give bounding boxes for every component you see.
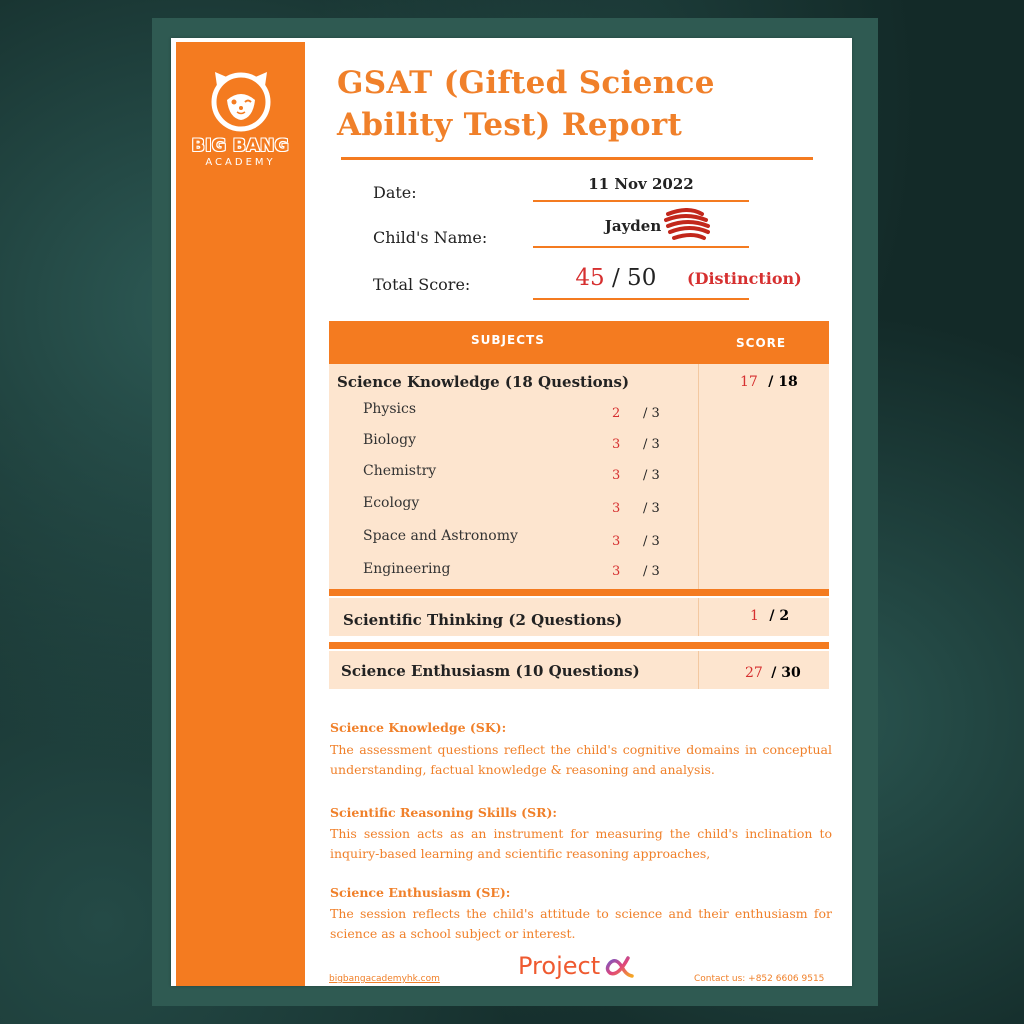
biology-max: / 3 <box>643 437 660 452</box>
total-underline <box>533 298 749 300</box>
se-score-value: 27 <box>745 665 763 681</box>
physics-score: 2 <box>612 406 621 421</box>
column-divider <box>698 364 699 589</box>
date-underline <box>533 200 749 202</box>
note-sr-body: This session acts as an instrument for measuring the child's inclination to inquiry-based learning and scientific reasoning approaches, <box>330 826 832 861</box>
chemistry-max: / 3 <box>643 468 660 483</box>
subject-engineering: Engineering <box>363 561 451 577</box>
website-link[interactable]: bigbangacademyhk.com <box>329 974 440 984</box>
science-enthusiasm-label: Science Enthusiasm (10 Questions) <box>341 662 640 680</box>
child-name-value: Jayden <box>604 217 662 235</box>
subject-space-astronomy: Space and Astronomy <box>363 528 518 544</box>
physics-max: / 3 <box>643 406 660 421</box>
logo-brand-text: BIG BANG <box>191 136 290 156</box>
scientific-thinking-score <box>750 608 789 624</box>
scientific-thinking-label: Scientific Thinking (2 Questions) <box>343 611 623 629</box>
subject-biology: Biology <box>363 432 416 448</box>
alpha-icon <box>604 955 634 979</box>
distinction-badge: (Distinction) <box>687 269 802 288</box>
science-knowledge-score <box>740 374 798 390</box>
engineering-max: / 3 <box>643 564 660 579</box>
report-title: GSAT (Gifted Science Ability Test) Report <box>337 65 715 143</box>
child-name-label: Child's Name: <box>373 228 488 247</box>
squirrel-face-icon <box>203 66 279 132</box>
subject-ecology: Ecology <box>363 495 420 511</box>
se-score-max: / 30 <box>771 665 801 681</box>
logo-sub-text: ACADEMY <box>205 157 276 168</box>
biology-score: 3 <box>612 437 621 452</box>
date-value: 11 Nov 2022 <box>588 175 694 193</box>
score-header: SCORE <box>736 336 787 350</box>
chemistry-score: 3 <box>612 468 621 483</box>
total-score-max: / 50 <box>612 265 657 291</box>
date-label: Date: <box>373 183 417 202</box>
subject-chemistry: Chemistry <box>363 463 437 479</box>
science-enthusiasm-score <box>745 665 801 681</box>
sk-score-value: 17 <box>740 374 758 390</box>
contact-info: Contact us: +852 6606 9515 <box>694 974 825 984</box>
engineering-score: 3 <box>612 564 621 579</box>
science-knowledge-label: Science Knowledge (18 Questions) <box>337 373 630 391</box>
row-separator <box>329 642 829 649</box>
space-astronomy-max: / 3 <box>643 534 660 549</box>
note-sr-heading: Scientific Reasoning Skills (SR): <box>330 805 558 820</box>
subject-physics: Physics <box>363 401 417 417</box>
st-score-value: 1 <box>750 608 759 624</box>
total-score-value: 45 <box>575 265 605 291</box>
redaction-scribble <box>664 208 710 242</box>
project-logo-text: Project <box>518 952 601 980</box>
space-astronomy-score: 3 <box>612 534 621 549</box>
note-sk-heading: Science Knowledge (SK): <box>330 720 507 735</box>
title-underline <box>341 157 813 160</box>
row-separator <box>329 589 829 596</box>
note-sk-body: The assessment questions reflect the child's cognitive domains in conceptual understanding, factual knowledge & reasoning and analysis. <box>330 742 832 777</box>
name-underline <box>533 246 749 248</box>
orange-side-stripe <box>176 42 305 986</box>
subjects-header: SUBJECTS <box>471 333 545 347</box>
score-table-header <box>329 321 829 364</box>
project-alpha-logo <box>518 952 634 980</box>
sk-score-max: / 18 <box>768 374 798 390</box>
note-se-body: The session reflects the child's attitude to science and their enthusiasm for science as a school subject or interest. <box>330 906 832 941</box>
ecology-score: 3 <box>612 501 621 516</box>
st-score-max: / 2 <box>769 608 790 624</box>
total-score-label: Total Score: <box>373 275 471 294</box>
academy-logo <box>183 66 298 168</box>
note-se-heading: Science Enthusiasm (SE): <box>330 885 511 900</box>
ecology-max: / 3 <box>643 501 660 516</box>
